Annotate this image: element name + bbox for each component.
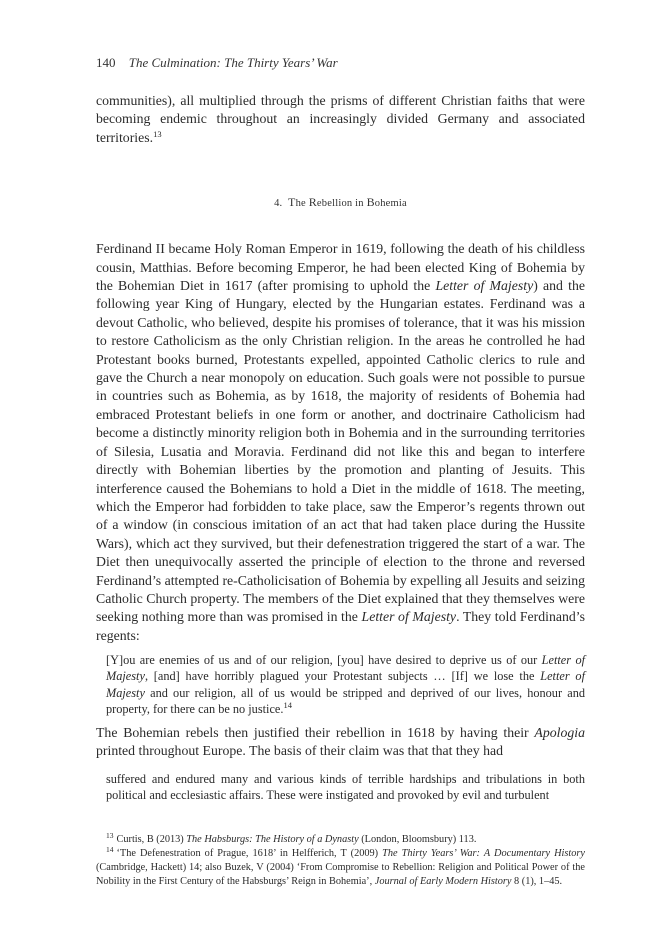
footnote-ref-13[interactable]: 13 xyxy=(153,128,162,139)
paragraph-continued xyxy=(96,92,585,147)
italic-title: Letter of Majesty xyxy=(361,609,457,625)
block-quote-regents: [Y]ou are enemies of us and of our religion, [you] have desired to deprive us of our Letter of Majesty, [and] have horribly plagued your Protestant subjects … [If] we lose the Letter of Majesty and our religion, all of us would be stripped and deprived of our lives, honour and property, for there can be no justice.$^{14}$ xyxy=(106,653,586,716)
footnote-ref-14[interactable]: 14 xyxy=(283,699,292,710)
book-page xyxy=(96,54,585,889)
section-title: The Rebellion in Bohemia xyxy=(288,195,407,210)
page-number: 140 xyxy=(96,55,116,70)
footnote-14: $^{14}$ ‘The Defenestration of Prague, 1618’ in Helfferich, T (2009) The Thirty Years’ War: A Documentary History (Cambridge, Hackett) 14; also Buzek, V (2004) ‘From Compromise to Rebellion: Religion and Political Power of the Nobility in the First Century of the Habsburgs’ Reign in Bohemia’, Journal of Early Modern History 8 (1), 1–45. xyxy=(96,845,585,888)
italic-title: Letter of Majesty xyxy=(435,278,534,294)
section-heading xyxy=(96,195,585,210)
footnote-13: $^{13}$ Curtis, B (2013) The Habsburgs: The History of a Dynasty (London, Bloomsbury) 113. xyxy=(106,831,477,846)
footnotes xyxy=(96,833,585,889)
running-title: The Culmination: The Thirty Years’ War xyxy=(128,55,338,70)
paragraph-apologia: The Bohemian rebels then justified their rebellion in 1618 by having their Apologia printed throughout Europe. The basis of their claim was that that they had xyxy=(96,724,585,759)
italic-title: Apologia xyxy=(534,724,585,740)
paragraph-text: communities), all multiplied through the prisms of different Christian faiths that were becoming endemic throughout an increasingly divided Germany and associated territories. xyxy=(96,93,585,145)
running-header xyxy=(96,54,585,72)
section-number: 4. xyxy=(274,198,283,210)
block-quote-apologia: suffered and endured many and various kinds of terrible hardships and tribulations in both political and ecclesiastic affairs. These were instigated and provoked by evil and turbulent xyxy=(106,771,585,802)
paragraph-ferdinand: Ferdinand II became Holy Roman Emperor in 1619, following the death of his childless cousin, Matthias. Before becoming Emperor, he had been elected King of Bohemia by the Bohemian Diet in 1617 (after promising to uphold the Letter of Majesty) and the following year King of Hungary, elected by the Hungarian estates. Ferdinand was a devout Catholic, who believed, despite his promises of tolerance, that it was his mission to restore Catholicism as the only Christian religion. In the areas he controlled he had Protestant books burned, Protestants expelled, appointed Catholic clerics to rule and gave the Church a near monopoly on education. Such goals were not possible to pursue in countries such as Bohemia, as by 1618, the majority of residents of Bohemia had embraced Protestant beliefs in one form or another, and doctrinaire Catholicism had become a distinctly minority religion both in Bohemia and in the surrounding territories of Silesia, Lusatia and Moravia. Ferdinand did not like this and began to interfere directly with Bohemian liberties by the promotion and planting of Jesuits. This interference caused the Bohemians to hold a Diet in the middle of 1618. The meeting, which the Emperor had forbidden to take place, saw the Emperor’s regents thrown out of a window (in conscious imitation of an act that had taken place during the Hussite Wars), which act they survived, but their defenestration triggered the start of a war. The Diet then unequivocally asserted the principle of election to the throne and reversed Ferdinand’s attempted re-Catholicisation of Bohemia by expelling all Jesuits and seizing Catholic Church property. The members of the Diet explained that they themselves were seeking nothing more than was promised in the Letter of Majesty. They told Ferdinand’s regents: xyxy=(96,241,585,643)
